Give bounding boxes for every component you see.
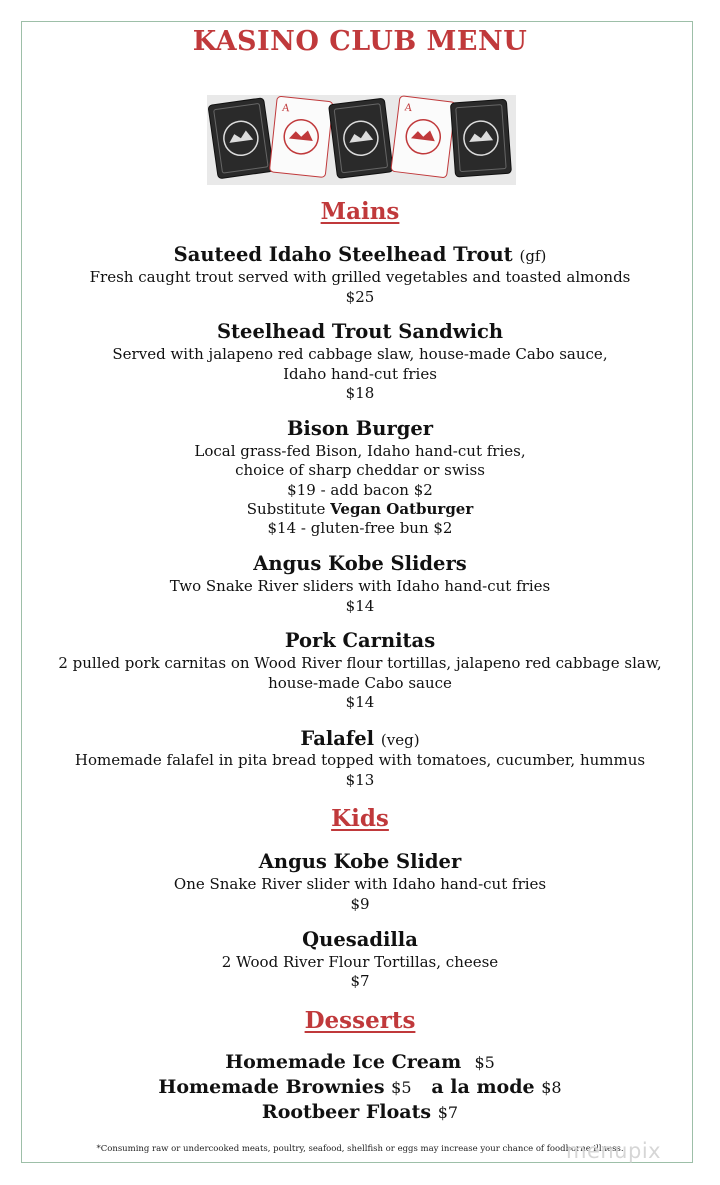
item-desc: Idaho hand-cut fries <box>283 365 437 383</box>
watermark: menupix <box>566 1139 662 1163</box>
item-name-steelhead-trout: Sauteed Idaho Steelhead Trout (gf) <box>173 243 547 266</box>
vegetarian-tag: (veg) <box>380 731 420 749</box>
menu-title: KASINO CLUB MENU <box>192 26 528 57</box>
item-price: $9 <box>350 895 370 913</box>
item-name-quesadilla: Quesadilla <box>302 928 418 951</box>
item-desc: choice of sharp cheddar or swiss <box>235 461 485 479</box>
item-name-bison-burger: Bison Burger <box>286 417 434 440</box>
item-name-trout-sandwich: Steelhead Trout Sandwich <box>216 320 504 343</box>
gluten-free-tag: (gf) <box>519 247 547 265</box>
item-desc: Two Snake River sliders with Idaho hand-cut fries <box>169 577 551 595</box>
item-price: $7 <box>350 972 370 990</box>
section-heading-mains: Mains <box>320 198 400 225</box>
dessert-brownies: Homemade Brownies $5 a la mode $8 <box>158 1076 562 1098</box>
item-price: $13 <box>345 771 375 789</box>
item-name-kids-slider: Angus Kobe Slider <box>258 850 462 873</box>
item-desc: 2 Wood River Flour Tortillas, cheese <box>221 953 499 971</box>
item-price: $19 - add bacon $2 <box>287 481 433 499</box>
food-safety-footnote: *Consuming raw or undercooked meats, poultry, seafood, shellfish or eggs may increase your chance of foodborne illness. <box>96 1144 624 1154</box>
item-price: $14 <box>345 597 375 615</box>
svg-text:A: A <box>281 102 290 115</box>
kasino-club-logo <box>207 95 516 185</box>
item-price: $14 - gluten-free bun $2 <box>267 519 453 537</box>
item-price: $18 <box>345 384 375 402</box>
item-desc: Fresh caught trout served with grilled vegetables and toasted almonds <box>89 268 631 286</box>
dessert-ice-cream: Homemade Ice Cream $5 <box>225 1051 495 1073</box>
section-heading-kids: Kids <box>331 805 389 832</box>
item-name-falafel: Falafel (veg) <box>300 727 420 750</box>
item-name-pork-carnitas: Pork Carnitas <box>284 629 436 652</box>
vegan-substitute: Substitute Vegan Oatburger <box>246 500 474 518</box>
item-price: $14 <box>345 693 375 711</box>
item-desc: One Snake River slider with Idaho hand-cut fries <box>173 875 547 893</box>
section-heading-desserts: Desserts <box>304 1007 416 1034</box>
item-desc: Homemade falafel in pita bread topped with tomatoes, cucumber, hummus <box>74 751 646 769</box>
dessert-rootbeer-floats: Rootbeer Floats $7 <box>261 1101 459 1123</box>
item-desc: 2 pulled pork carnitas on Wood River flour tortillas, jalapeno red cabbage slaw, <box>58 654 662 672</box>
item-name-angus-sliders: Angus Kobe Sliders <box>253 552 467 575</box>
item-desc: Local grass-fed Bison, Idaho hand-cut fries, <box>194 442 526 460</box>
item-desc: house-made Cabo sauce <box>268 674 452 692</box>
svg-text:A: A <box>403 102 413 115</box>
item-desc: Served with jalapeno red cabbage slaw, house-made Cabo sauce, <box>112 345 608 363</box>
item-price: $25 <box>345 288 375 306</box>
